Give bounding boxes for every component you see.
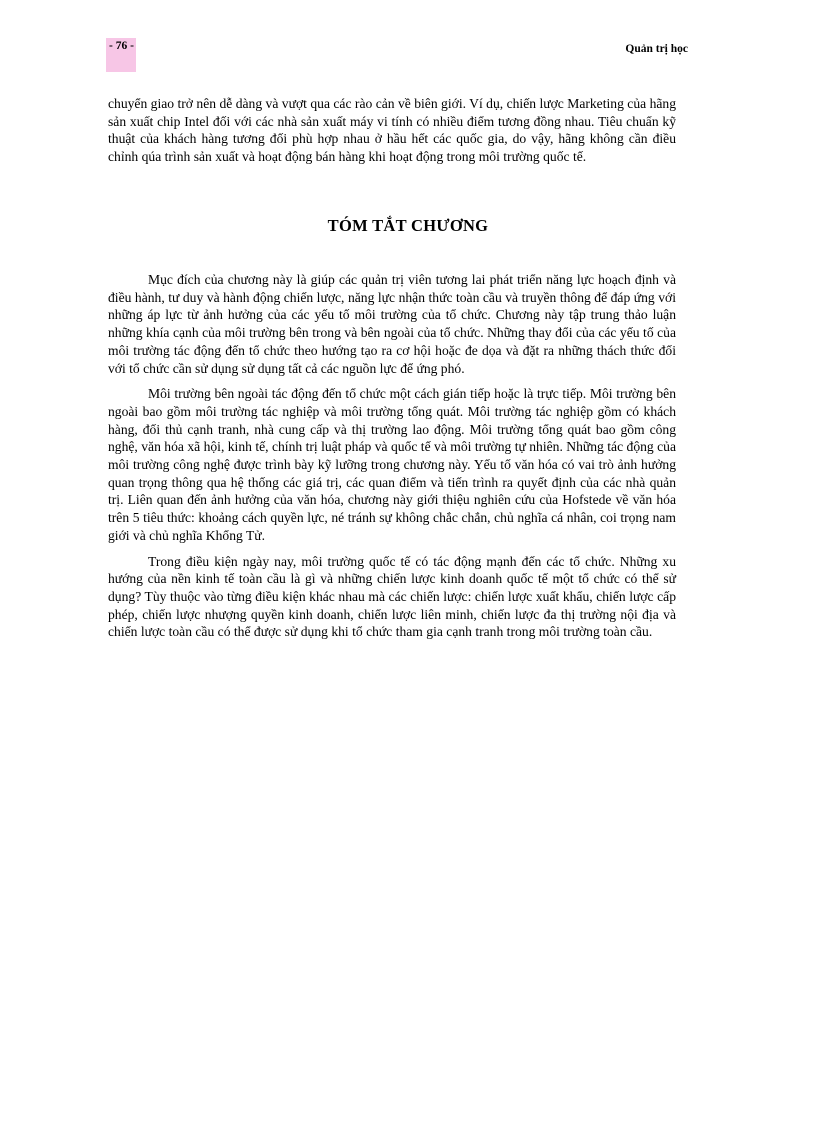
summary-paragraph: Mục đích của chương này là giúp các quản trị viên tương lai phát triển năng lực hoạch định và điều hành, tư duy và hành động chiến lược, năng lực nhận thức toàn cầu và truyền thông để đáp ứng với những áp lực từ ảnh hưởng của các yếu tố môi trường của tổ chức. Chương này tập trung thảo luận những khía cạnh của môi trường bên trong và bên ngoài của tổ chức. Những thay đổi của các yếu tố của môi trường tác động đến tổ chức theo hướng tạo ra cơ hội hoặc đe dọa và đặt ra những thách thức đối với tổ chức cần sử dụng sử dụng tất cả các nguồn lực để ứng phó. xyxy=(108,272,676,376)
summary-text-block xyxy=(108,271,676,649)
page-number: - 76 - xyxy=(109,40,134,52)
running-header-title: Quản trị học xyxy=(625,43,688,55)
intro-paragraph: chuyển giao trở nên dễ dàng và vượt qua các rào cản về biên giới. Ví dụ, chiến lược Marketing của hãng sản xuất chip Intel đối với các nhà sản xuất máy vi tính có nhiều điểm tương đồng nhau. Tiêu chuẩn kỹ thuật của khách hàng tương đối phù hợp nhau ở hầu hết các quốc gia, do vậy, hãng không cần điều chỉnh qúa trình sản xuất và hoạt động bán hàng khi hoạt động trong môi trường quốc tế. xyxy=(108,96,676,165)
intro-text-block xyxy=(108,95,676,166)
summary-paragraph: Môi trường bên ngoài tác động đến tổ chức một cách gián tiếp hoặc là trực tiếp. Môi trường bên ngoài bao gồm môi trường tác nghiệp và môi trường tổng quát. Môi trường tác nghiệp gồm có khách hàng, đối thủ cạnh tranh, nhà cung cấp và thị trường lao động. Môi trường tổng quát bao gồm công nghệ, văn hóa xã hội, kinh tế, chính trị luật pháp và quốc tế và môi trường tự nhiên. Những tác động của môi trường công nghệ được trình bày kỹ lưỡng trong chương này. Yếu tố văn hóa có vai trò ảnh hưởng quan trọng thông qua hệ thống các giá trị, các quan điểm và tiến trình ra quyết định của các nhà quản trị. Liên quan đến ảnh hưởng của văn hóa, chương này giới thiệu nghiên cứu của Hofstede về văn hóa trên 5 tiêu thức: khoảng cách quyền lực, né tránh sự không chắc chắn, chủ nghĩa cá nhân, coi trọng nam giới và chủ nghĩa Khổng Tử. xyxy=(108,386,676,543)
summary-paragraph: Trong điều kiện ngày nay, môi trường quốc tế có tác động mạnh đến các tổ chức. Những xu hướng của nền kinh tế toàn cầu là gì và những chiến lược kinh doanh quốc tế một tổ chức có thể sử dụng? Tùy thuộc vào từng điều kiện khác nhau mà các chiến lược: chiến lược xuất khẩu, chiến lược cấp phép, chiến lược nhượng quyền kinh doanh, chiến lược liên minh, chiến lược đa thị trường nội địa và chiến lược toàn cầu có thể được sử dụng khi tổ chức tham gia cạnh tranh trong môi trường toàn cầu. xyxy=(108,553,676,640)
section-title: TÓM TẮT CHƯƠNG xyxy=(327,216,489,235)
